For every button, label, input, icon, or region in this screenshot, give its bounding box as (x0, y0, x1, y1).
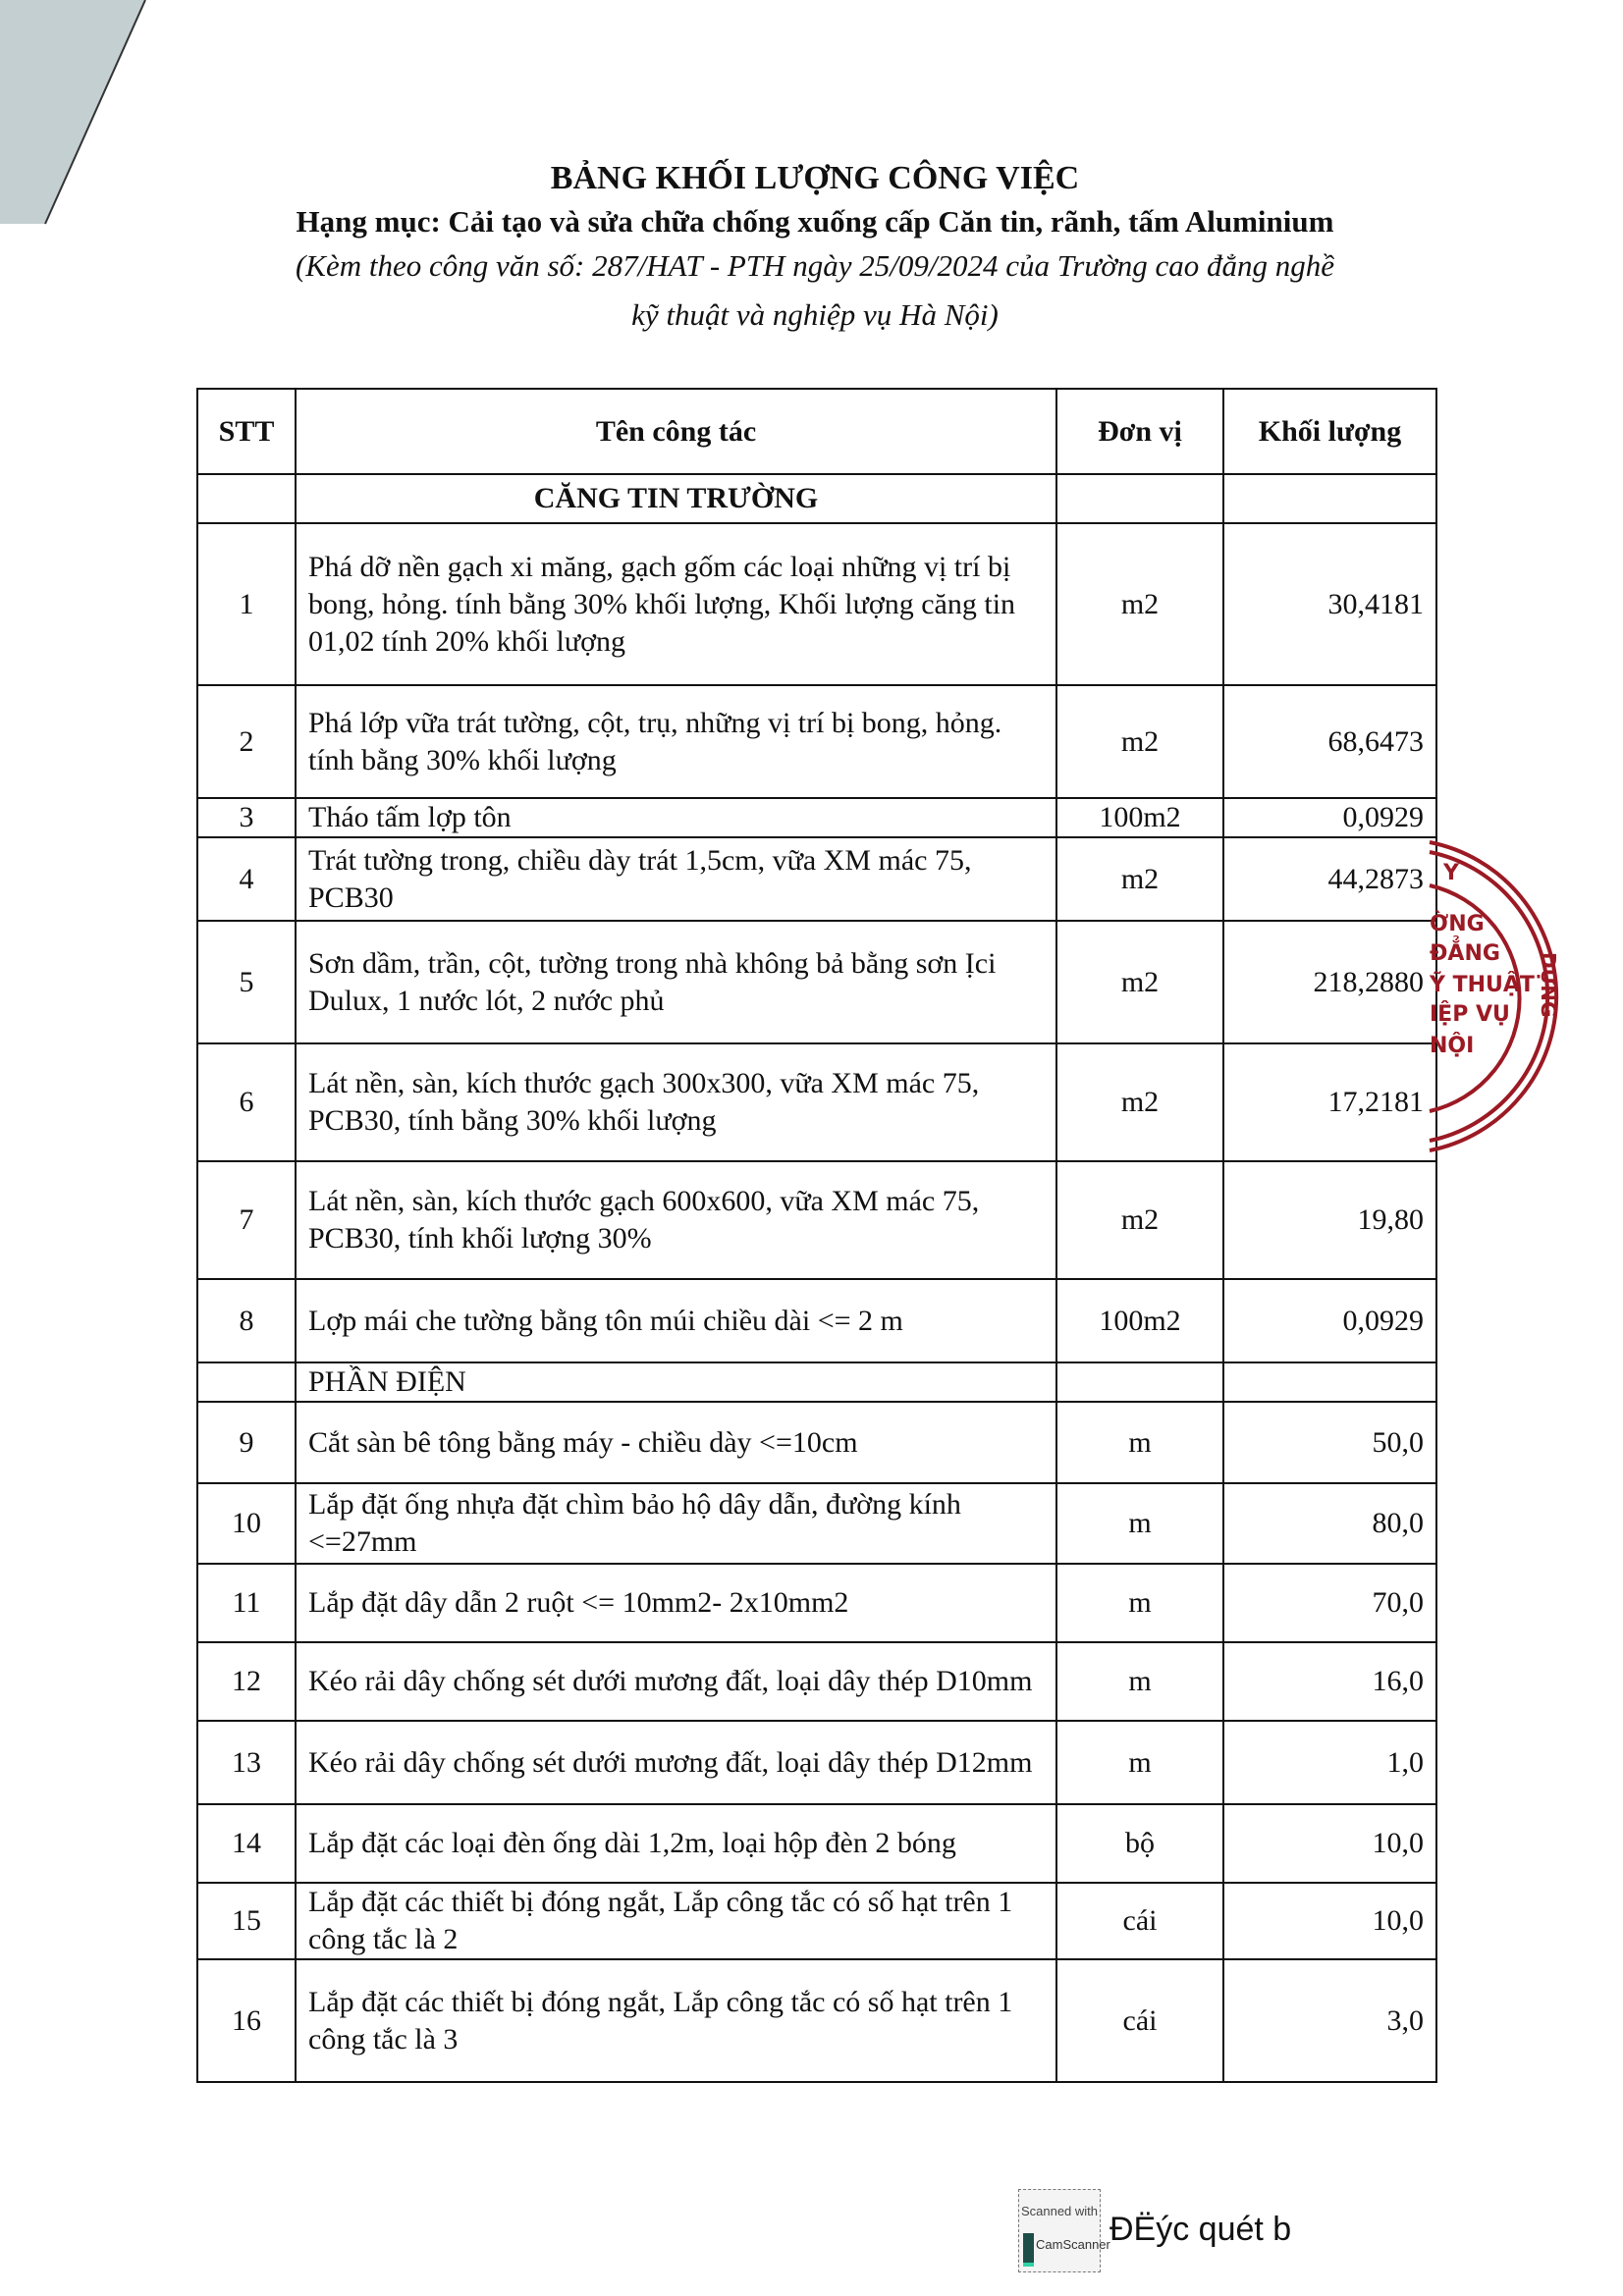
row-unit: cái (1056, 1959, 1223, 2082)
row-qty: 68,6473 (1223, 685, 1436, 798)
section-qty-cell (1223, 1362, 1436, 1402)
row-name: Lắp đặt các thiết bị đóng ngắt, Lắp công tắc có số hạt trên 1 công tắc là 2 (296, 1883, 1056, 1959)
row-qty: 0,0929 (1223, 1279, 1436, 1362)
stamp-text-5: NỘI (1430, 1034, 1475, 1058)
page-corner-fold (0, 0, 147, 226)
table-row (197, 1279, 1436, 1362)
row-stt: 11 (197, 1564, 296, 1642)
table-row (197, 1721, 1436, 1804)
row-unit: m (1056, 1721, 1223, 1804)
row-unit: 100m2 (1056, 798, 1223, 837)
row-unit: m2 (1056, 685, 1223, 798)
stamp-text-side: DỰNG (1537, 952, 1560, 1018)
table-row (197, 1883, 1436, 1959)
row-unit: m (1056, 1402, 1223, 1483)
row-unit: bộ (1056, 1804, 1223, 1883)
row-name: Cắt sàn bê tông bằng máy - chiều dày <=10cm (296, 1402, 1056, 1483)
row-stt: 4 (197, 837, 296, 921)
document-note-line2: kỹ thuật và nghiệp vụ Hà Nội) (631, 297, 999, 332)
document-title: BẢNG KHỐI LƯỢNG CÔNG VIỆC (550, 160, 1080, 196)
camscanner-watermark (1018, 2189, 1110, 2272)
section-unit-cell (1056, 474, 1223, 523)
row-name: Phá lớp vữa trát tường, cột, trụ, những vị trí bị bong, hỏng. tính bằng 30% khối lượng (296, 685, 1056, 798)
table-row (197, 798, 1436, 837)
row-qty: 19,80 (1223, 1161, 1436, 1279)
table-body (197, 474, 1436, 2082)
row-stt: 8 (197, 1279, 296, 1362)
stamp-text-4: IỆP VỤ (1430, 1002, 1510, 1027)
header-unit: Đơn vị (1056, 389, 1223, 474)
table-row (197, 837, 1436, 921)
row-stt: 14 (197, 1804, 296, 1883)
row-qty: 16,0 (1223, 1642, 1436, 1721)
table-row (197, 1043, 1436, 1161)
section-unit-cell (1056, 1362, 1223, 1402)
row-stt: 16 (197, 1959, 296, 2082)
row-stt: 3 (197, 798, 296, 837)
section-title: PHẦN ĐIỆN (296, 1362, 1056, 1402)
row-name: Kéo rải dây chống sét dưới mương đất, loại dây thép D12mm (296, 1721, 1056, 1804)
row-unit: m (1056, 1642, 1223, 1721)
header-name: Tên công tác (296, 389, 1056, 474)
camscanner-trailing-text: ĐËýc quét b (1109, 2211, 1292, 2248)
row-stt: 7 (197, 1161, 296, 1279)
row-qty: 218,2880 (1223, 921, 1436, 1043)
row-qty: 30,4181 (1223, 523, 1436, 685)
row-qty: 0,0929 (1223, 798, 1436, 837)
row-unit: m2 (1056, 1161, 1223, 1279)
work-volume-table (196, 388, 1437, 2083)
stamp-text-y: Y (1443, 861, 1459, 885)
document-note-line1: (Kèm theo công văn số: 287/HAT - PTH ngày 25/09/2024 của Trường cao đẳng nghề (295, 248, 1335, 283)
row-qty: 44,2873 (1223, 837, 1436, 921)
camscanner-brand: CamScanner (1036, 2237, 1110, 2252)
section-row (197, 1362, 1436, 1402)
row-unit: cái (1056, 1883, 1223, 1959)
row-name: Trát tường trong, chiều dày trát 1,5cm, vữa XM mác 75, PCB30 (296, 837, 1056, 921)
red-seal-stamp (1414, 834, 1623, 1158)
row-unit: m2 (1056, 1043, 1223, 1161)
table-row (197, 523, 1436, 685)
section-stt-cell (197, 474, 296, 523)
row-unit: m (1056, 1564, 1223, 1642)
row-qty: 80,0 (1223, 1483, 1436, 1564)
table-header-row (197, 389, 1436, 474)
row-qty: 70,0 (1223, 1564, 1436, 1642)
row-stt: 12 (197, 1642, 296, 1721)
row-stt: 2 (197, 685, 296, 798)
section-row (197, 474, 1436, 523)
row-qty: 50,0 (1223, 1402, 1436, 1483)
table-row (197, 1642, 1436, 1721)
header-stt: STT (197, 389, 296, 474)
row-stt: 6 (197, 1043, 296, 1161)
table-row (197, 1959, 1436, 2082)
row-stt: 15 (197, 1883, 296, 1959)
row-unit: m2 (1056, 523, 1223, 685)
table-row (197, 1483, 1436, 1564)
row-name: Lắp đặt ống nhựa đặt chìm bảo hộ dây dẫn, đường kính <=27mm (296, 1483, 1056, 1564)
stamp-text-1: ỜNG (1430, 912, 1485, 936)
row-name: Phá dỡ nền gạch xi măng, gạch gốm các loại những vị trí bị bong, hỏng. tính bằng 30% khối lượng, Khối lượng căng tin 01,02 tính 20% khối lượng (296, 523, 1056, 685)
row-stt: 1 (197, 523, 296, 685)
row-qty: 1,0 (1223, 1721, 1436, 1804)
table-row (197, 1402, 1436, 1483)
table-row (197, 1161, 1436, 1279)
row-name: Kéo rải dây chống sét dưới mương đất, loại dây thép D10mm (296, 1642, 1056, 1721)
row-qty: 10,0 (1223, 1804, 1436, 1883)
row-qty: 17,2181 (1223, 1043, 1436, 1161)
row-stt: 13 (197, 1721, 296, 1804)
row-name: Tháo tấm lợp tôn (296, 798, 1056, 837)
section-title: CĂNG TIN TRƯỜNG (296, 474, 1056, 523)
header-qty: Khối lượng (1223, 389, 1436, 474)
camscanner-logo-icon (1023, 2233, 1034, 2267)
row-name: Lắp đặt các loại đèn ống dài 1,2m, loại hộp đèn 2 bóng (296, 1804, 1056, 1883)
row-unit: m2 (1056, 921, 1223, 1043)
row-stt: 5 (197, 921, 296, 1043)
row-qty: 3,0 (1223, 1959, 1436, 2082)
document-header (196, 157, 1434, 338)
section-stt-cell (197, 1362, 296, 1402)
table-row (197, 1804, 1436, 1883)
row-name: Lợp mái che tường bằng tôn múi chiều dài <= 2 m (296, 1279, 1056, 1362)
row-name: Lát nền, sàn, kích thước gạch 600x600, vữa XM mác 75, PCB30, tính khối lượng 30% (296, 1161, 1056, 1279)
document-subtitle: Hạng mục: Cải tạo và sửa chữa chống xuống cấp Căn tin, rãnh, tấm Aluminium (296, 204, 1334, 239)
table-row (197, 921, 1436, 1043)
row-qty: 10,0 (1223, 1883, 1436, 1959)
row-name: Lắp đặt dây dẫn 2 ruột <= 10mm2- 2x10mm2 (296, 1564, 1056, 1642)
row-stt: 10 (197, 1483, 296, 1564)
row-unit: m2 (1056, 837, 1223, 921)
row-unit: m (1056, 1483, 1223, 1564)
section-qty-cell (1223, 474, 1436, 523)
camscanner-scanned-with: Scanned with (1020, 2204, 1099, 2218)
stamp-text-3: Ỹ THUẬT (1430, 973, 1535, 997)
table-row (197, 1564, 1436, 1642)
row-unit: 100m2 (1056, 1279, 1223, 1362)
row-name: Lắp đặt các thiết bị đóng ngắt, Lắp công tắc có số hạt trên 1 công tắc là 3 (296, 1959, 1056, 2082)
stamp-text-2: ĐẲNG (1430, 941, 1500, 966)
row-name: Lát nền, sàn, kích thước gạch 300x300, vữa XM mác 75, PCB30, tính bằng 30% khối lượng (296, 1043, 1056, 1161)
table-row (197, 685, 1436, 798)
row-stt: 9 (197, 1402, 296, 1483)
row-name: Sơn dầm, trần, cột, tường trong nhà không bả bằng sơn Ịci Dulux, 1 nước lót, 2 nước phủ (296, 921, 1056, 1043)
